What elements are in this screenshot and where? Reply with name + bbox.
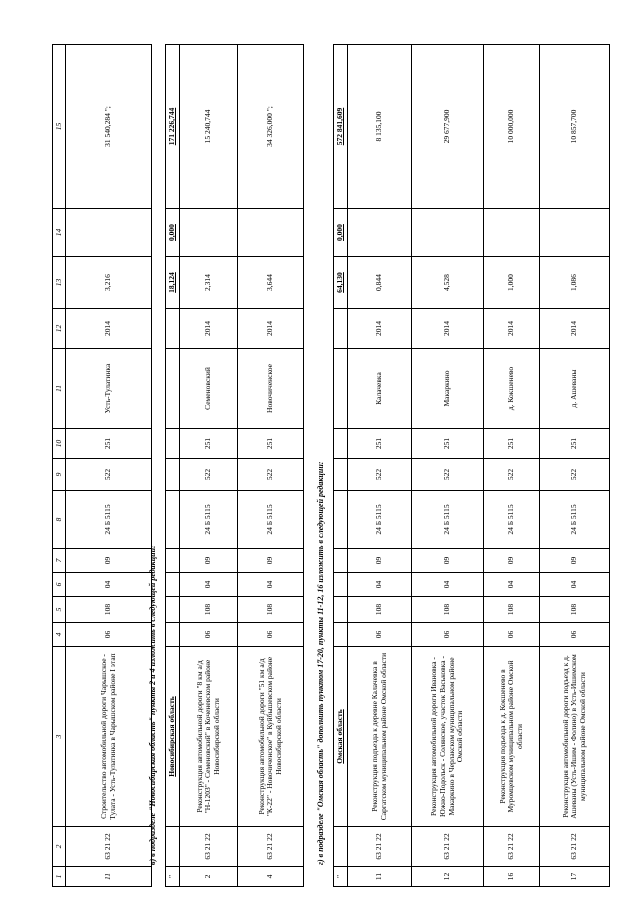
amount: 15 240,744 [180,45,238,209]
header-cell: 3 [53,647,66,827]
empty-cell [166,349,180,429]
cell-7: 09 [348,549,412,573]
empty-cell [334,429,348,459]
row-marker: " [166,867,180,887]
cell-6: 04 [412,573,484,597]
object-name: Реконструкция автомобильной дороги подъезд к д. Ашеваны (Усть-Ишим - Фолино) в Усть-Ишимском муниципальном районе Омской области [540,647,610,827]
region-total-length: 64,130 [334,257,348,309]
region-total-length: 18,124 [166,257,180,309]
closing-quote: "; [103,106,113,112]
row-code: 63 21 22 [540,827,610,867]
object-name: Реконструкция автомобильной дороги "51 км а/д "К-22" - Новочиченское" в Куйбышевском районе Новосибирской области [238,647,304,827]
empty-cell [166,623,180,647]
cell-9: 522 [238,459,304,491]
region-total-14: 0,000 [334,209,348,257]
empty-cell [166,549,180,573]
table-row [66,45,152,887]
header-cell: 11 [53,349,66,429]
cell-4: 06 [180,623,238,647]
empty-cell [334,459,348,491]
note-g: г) в подразделе "Омская область" дополнить пунктом 17-20, пункты 11-12, 16 изложить в следующей редакции: [316,461,325,865]
empty-cell [166,597,180,623]
header-cell: 9 [53,459,66,491]
year: 2014 [180,309,238,349]
cell-8: 24 Б 5115 [180,491,238,549]
amount: 8 135,100 [348,45,412,209]
cell-7: 09 [238,549,304,573]
locality: Семеновский [180,349,238,429]
header-cell: 14 [53,209,66,257]
cell-14 [180,209,238,257]
cell-5: 108 [540,597,610,623]
row-number: 12 [412,867,484,887]
row-code: 63 21 22 [180,827,238,867]
table-row [180,45,238,887]
cell-9: 522 [66,459,152,491]
length: 4,528 [412,257,484,309]
cell-8: 24 Б 5115 [412,491,484,549]
cell-14 [66,209,152,257]
row-number: 2 [180,867,238,887]
region-row [166,45,180,887]
length: 3,644 [238,257,304,309]
cell-9: 522 [348,459,412,491]
locality: Макаркино [412,349,484,429]
row-code: 63 21 22 [238,827,304,867]
cell-8: 24 Б 5115 [540,491,610,549]
year: 2014 [238,309,304,349]
locality: д. Кокшенево [484,349,540,429]
row-code: 63 21 22 [484,827,540,867]
empty-cell [334,623,348,647]
object-name: Реконструкция автомобильной дороги Ивановка - Южно-Подольск - Солянское, участок Васьковка - Макаркино в Черлакском муниципальном районе Омской области [412,647,484,827]
header-cell: 7 [53,549,66,573]
cell-14 [348,209,412,257]
cell-14 [238,209,304,257]
length: 3,216 [66,257,152,309]
header-cell: 13 [53,257,66,309]
row-code: 63 21 22 [412,827,484,867]
cell-6: 04 [540,573,610,597]
empty-cell [334,573,348,597]
cell-9: 522 [180,459,238,491]
cell-4: 06 [238,623,304,647]
year: 2014 [484,309,540,349]
amount: 34 326,000 [265,113,275,147]
novosibirsk-table [165,44,304,887]
cell-6: 04 [484,573,540,597]
cell-5: 108 [238,597,304,623]
header-cell: 5 [53,597,66,623]
header-cell: 12 [53,309,66,349]
cell-5: 108 [348,597,412,623]
object-name: Реконструкция подъезда к д. Кокшенево в Муромцевском муниципальном районе Омской области [484,647,540,827]
amount: 31 540,284 [103,113,113,147]
year: 2014 [540,309,610,349]
region-row [334,45,348,887]
empty-cell [166,309,180,349]
cell-10: 251 [66,429,152,459]
row-number: 4 [238,867,304,887]
cell-7: 09 [180,549,238,573]
header-cell: 15 [53,45,66,209]
year: 2014 [348,309,412,349]
cell-10: 251 [484,429,540,459]
cell-7: 09 [540,549,610,573]
cell-8: 24 Б 5115 [348,491,412,549]
cell-6: 04 [66,573,152,597]
empty-cell [334,491,348,549]
year: 2014 [66,309,152,349]
empty-cell [334,827,348,867]
empty-cell [166,827,180,867]
empty-cell [166,429,180,459]
cell-4: 06 [348,623,412,647]
closing-quote: "; [265,106,275,112]
object-name: Реконструкция автомобильной дороги "8 км а/д "Н-1203" - Семеновский" в Коченевском районе Новосибирской области [180,647,238,827]
amount: 10 857,700 [540,45,610,209]
cell-6: 04 [348,573,412,597]
row-number: 11 [66,867,152,887]
cell-4: 06 [540,623,610,647]
year: 2014 [412,309,484,349]
empty-cell [334,349,348,429]
length: 1,000 [484,257,540,309]
cell-4: 06 [412,623,484,647]
header-cell: 10 [53,429,66,459]
cell-9: 522 [484,459,540,491]
region-total-14: 0,000 [166,209,180,257]
object-name: Строительство автомобильной дороги Чарышское - Тулата - Усть-Тулатинка в Чарышском районе I этап [66,647,152,827]
cell-4: 06 [484,623,540,647]
region-total-amount: 171 226,744 [166,45,180,209]
cell-10: 251 [348,429,412,459]
header-cell: 1 [53,867,66,887]
object-name: Реконструкция подъезда к деревне Калачевка в Саргатском муниципальном районе Омской области [348,647,412,827]
cell-8: 24 Б 5115 [66,491,152,549]
locality: Новочиченское [238,349,304,429]
cell-9: 522 [540,459,610,491]
length: 0,844 [348,257,412,309]
table-row [238,45,304,887]
cell-10: 251 [238,429,304,459]
row-number: 17 [540,867,610,887]
row-code: 63 21 22 [66,827,152,867]
header-row [53,45,66,887]
cell-5: 108 [484,597,540,623]
table-row [540,45,610,887]
length: 2,314 [180,257,238,309]
empty-cell [334,597,348,623]
amount-cell [238,45,304,209]
amount-cell [66,45,152,209]
empty-cell [166,459,180,491]
cell-10: 251 [540,429,610,459]
cell-7: 09 [484,549,540,573]
region-name: Омская область [334,647,348,827]
header-cell: 2 [53,827,66,867]
cell-5: 108 [180,597,238,623]
header-cell: 4 [53,623,66,647]
cell-7: 09 [412,549,484,573]
empty-cell [334,309,348,349]
table-row [484,45,540,887]
empty-cell [334,549,348,573]
cell-10: 251 [180,429,238,459]
region-name: Новосибирская область [166,647,180,827]
region-total-amount: 572 841,609 [334,45,348,209]
row-code: 63 21 22 [348,827,412,867]
locality: Калачевка [348,349,412,429]
cell-7: 09 [66,549,152,573]
cell-14 [484,209,540,257]
cell-8: 24 Б 5115 [238,491,304,549]
cell-6: 04 [180,573,238,597]
cell-14 [540,209,610,257]
cell-4: 06 [66,623,152,647]
locality: д. Ашеваны [540,349,610,429]
row-number: 16 [484,867,540,887]
empty-cell [166,573,180,597]
cell-5: 108 [66,597,152,623]
row-number: 11 [348,867,412,887]
length: 1,086 [540,257,610,309]
amount: 29 677,900 [412,45,484,209]
locality: Усть-Тулатинка [66,349,152,429]
empty-cell [166,491,180,549]
cell-9: 522 [412,459,484,491]
cell-14 [412,209,484,257]
cell-10: 251 [412,429,484,459]
table-row [412,45,484,887]
row-marker: " [334,867,348,887]
cell-6: 04 [238,573,304,597]
header-cell: 8 [53,491,66,549]
cell-8: 24 Б 5115 [484,491,540,549]
cell-5: 108 [412,597,484,623]
amount: 10 000,000 [484,45,540,209]
top-table [52,44,152,887]
omsk-table [333,44,610,887]
header-cell: 6 [53,573,66,597]
note-v: в) в подразделе "Новосибирская область" пункты 2 и 4 изложить в следующей редакции: [148,545,157,865]
table-row [348,45,412,887]
